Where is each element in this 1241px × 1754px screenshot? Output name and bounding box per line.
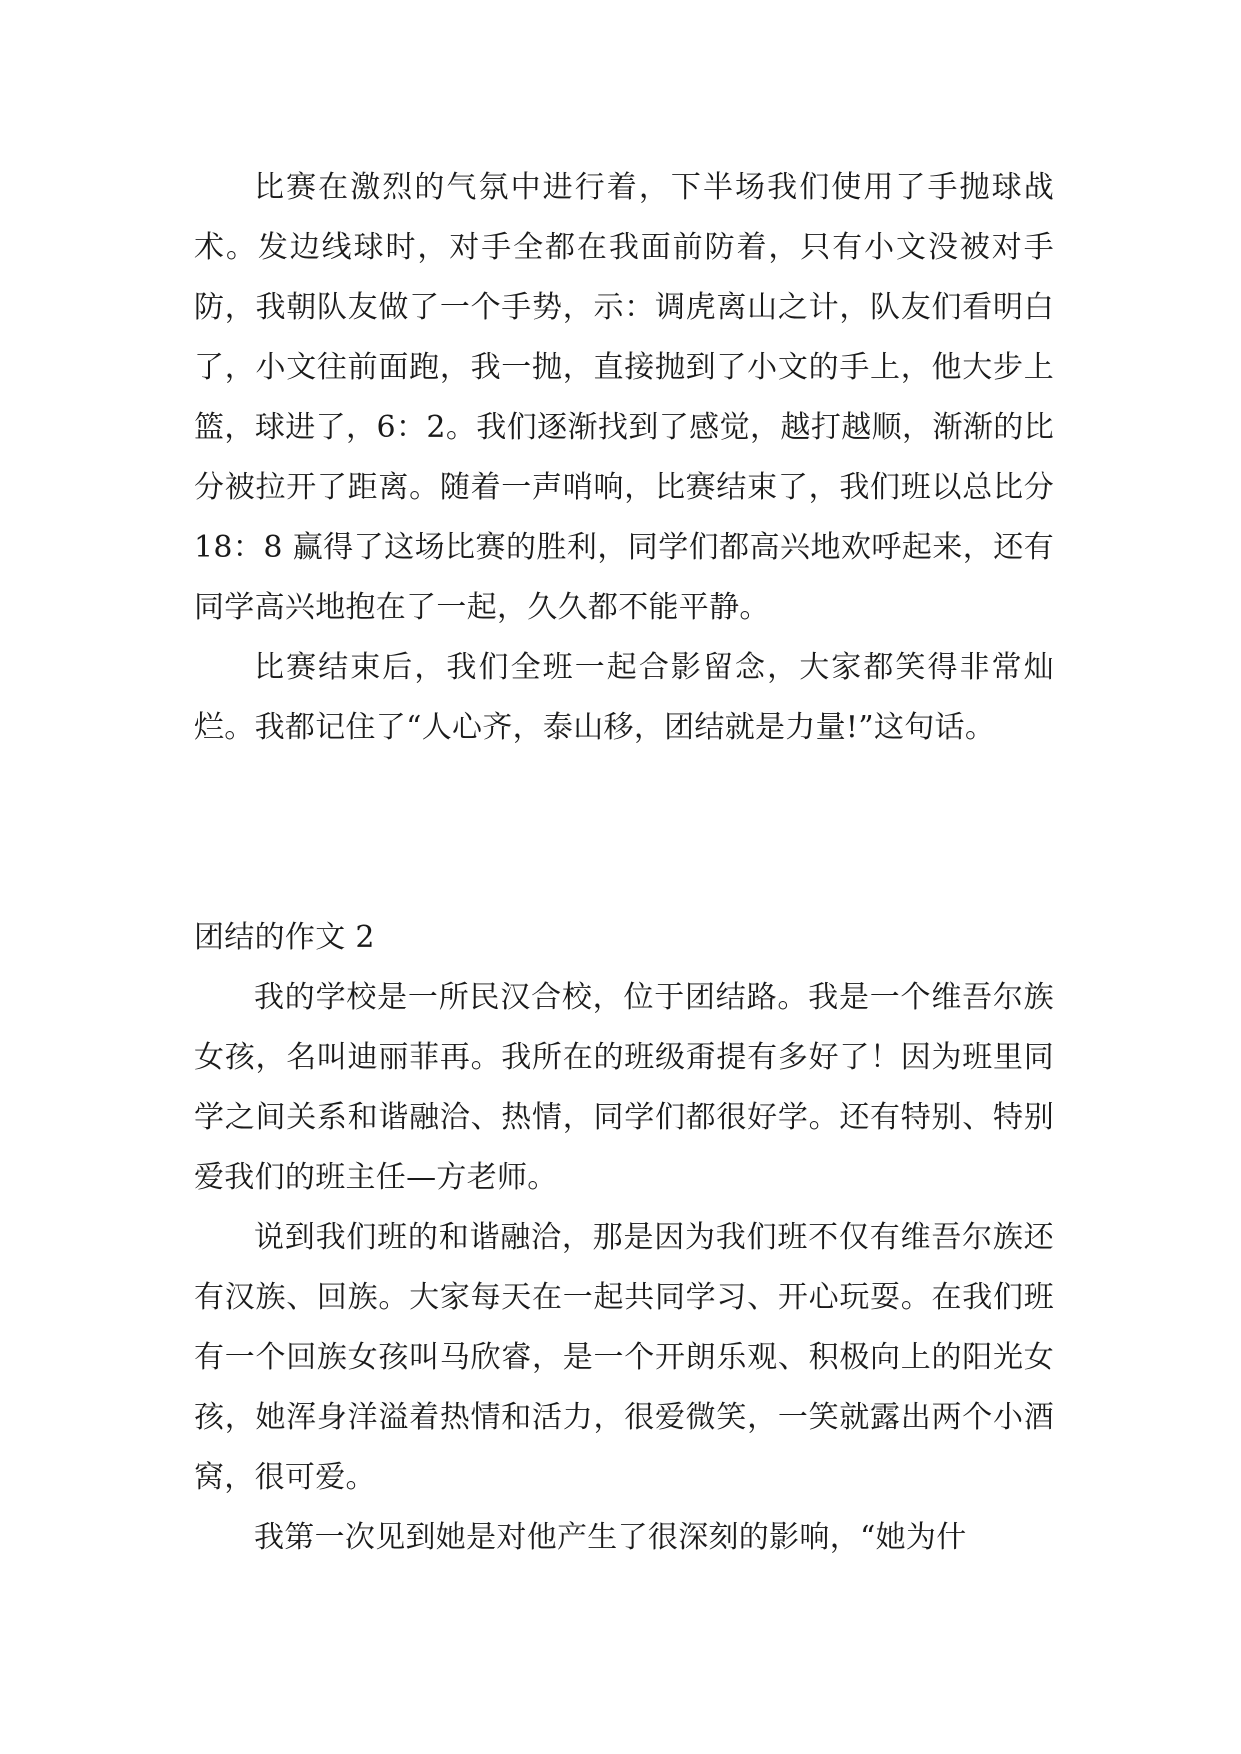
paragraph-school-intro: 我的学校是一所民汉合校，位于团结路。我是一个维吾尔族女孩，名叫迪丽菲再。我所在的班级甭提有多好了！因为班里同学之间关系和谐融洽、热情，同学们都很好学。还有特别、特别爱我们的班主任—方老师。 bbox=[194, 980, 1054, 1195]
section-1 bbox=[194, 158, 1054, 758]
paragraph-group-photo: 比赛结束后，我们全班一起合影留念，大家都笑得非常灿烂。我都记住了“人心齐，泰山移，团结就是力量!”这句话。 bbox=[194, 650, 1054, 745]
section-2 bbox=[194, 908, 1054, 1568]
essay-title: 团结的作文 2 bbox=[194, 920, 375, 955]
paragraph-first-meeting: 我第一次见到她是对他产生了很深刻的影响，“她为什 bbox=[254, 1520, 967, 1555]
paragraph-basketball-match: 比赛在激烈的气氛中进行着，下半场我们使用了手抛球战术。发边线球时，对手全都在我面前防着，只有小文没被对手防，我朝队友做了一个手势，示：调虎离山之计，队友们看明白了，小文往前面跑，我一抛，直接抛到了小文的手上，他大步上篮，球进了，6：2。我们逐渐找到了感觉，越打越顺，渐渐的比分被拉开了距离。随着一声哨响，比赛结束了，我们班以总比分 18：8 赢得了这场比赛的胜利，同学们都高兴地欢呼起来，还有同学高兴地抱在了一起，久久都不能平静。 bbox=[194, 170, 1054, 625]
paragraph-class-harmony: 说到我们班的和谐融洽，那是因为我们班不仅有维吾尔族还有汉族、回族。大家每天在一起共同学习、开心玩耍。在我们班有一个回族女孩叫马欣睿，是一个开朗乐观、积极向上的阳光女孩，她浑身洋溢着热情和活力，很爱微笑，一笑就露出两个小酒窝，很可爱。 bbox=[194, 1220, 1054, 1495]
